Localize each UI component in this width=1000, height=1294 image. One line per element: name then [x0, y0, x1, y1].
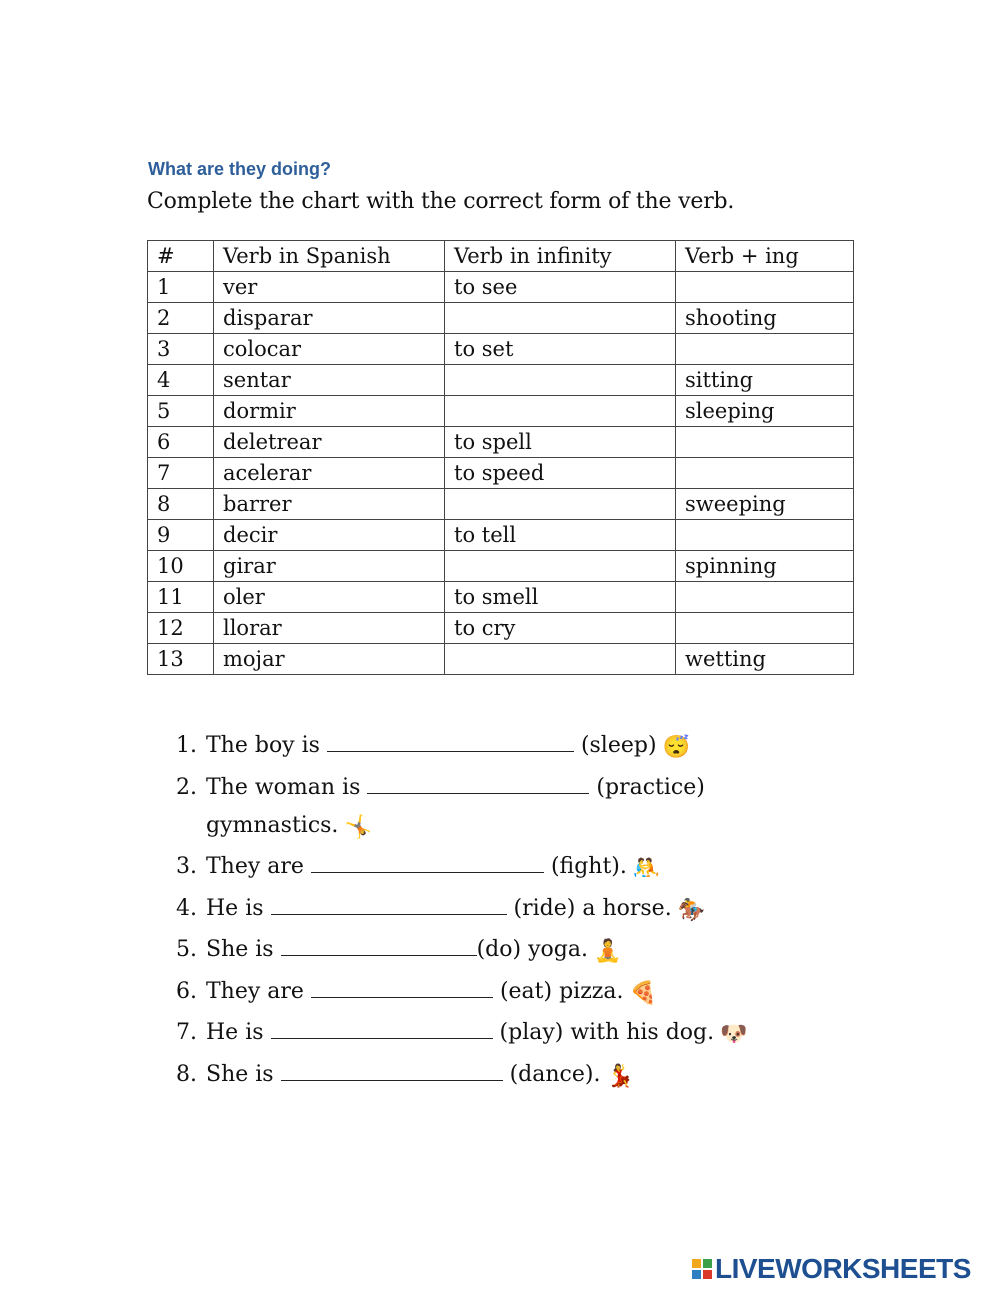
verb-spanish-cell: oler [214, 582, 445, 613]
header-verb-infinity: Verb in infinity [445, 241, 676, 272]
answer-blank[interactable] [311, 977, 493, 998]
sentence-number: 2. [176, 774, 197, 800]
sentence-exercise-list [176, 727, 816, 1097]
list-item [176, 1056, 816, 1096]
table-row [148, 303, 854, 334]
row-number: 1 [148, 272, 214, 303]
row-number: 10 [148, 551, 214, 582]
wrestlers-icon: 🤼 [632, 856, 661, 881]
verb-ing-cell: sweeping [676, 489, 854, 520]
verb-chart-header-row [148, 241, 854, 272]
table-row [148, 427, 854, 458]
dog-face-icon: 🐶 [720, 1022, 748, 1047]
logo-square-4 [703, 1270, 712, 1279]
sentence-subject: They are [206, 854, 304, 879]
yoga-icon: 🧘 [593, 939, 622, 964]
table-row [148, 489, 854, 520]
verb-spanish-cell: acelerar [214, 458, 445, 489]
sentence-subject: They are [206, 978, 304, 1004]
verb-infinity-cell: to smell [445, 582, 676, 613]
header-verb-spanish: Verb in Spanish [214, 241, 445, 272]
sentence-subject: She is [206, 1061, 274, 1087]
logo-square-3 [692, 1270, 701, 1279]
sleeping-face-icon: 😴 [662, 735, 690, 760]
table-row [148, 644, 854, 675]
sentence-number: 5. [176, 937, 197, 962]
verb-ing-cell: wetting [676, 644, 854, 675]
header-number: # [148, 241, 214, 272]
sentence-hint: (sleep) [580, 733, 657, 758]
verb-spanish-cell: dormir [214, 396, 445, 427]
verb-ing-cell[interactable] [676, 520, 854, 551]
verb-spanish-cell: girar [214, 551, 445, 582]
row-number: 9 [148, 520, 214, 551]
answer-blank[interactable] [271, 894, 507, 915]
table-row [148, 582, 854, 613]
verb-infinity-cell: to set [445, 334, 676, 365]
row-number: 6 [148, 427, 214, 458]
list-item [176, 727, 816, 767]
table-row [148, 613, 854, 644]
table-row [148, 272, 854, 303]
instructions-text: Complete the chart with the correct form of the verb. [147, 189, 735, 214]
horse-racing-icon: 🏇 [677, 897, 706, 923]
sentence-number: 3. [176, 854, 197, 879]
verb-ing-cell: shooting [676, 303, 854, 334]
liveworksheets-mark-icon [692, 1259, 712, 1279]
gymnastics-icon: 🤸 [344, 814, 372, 840]
row-number: 3 [148, 334, 214, 365]
sentence-subject: He is [206, 1020, 264, 1045]
list-item [176, 931, 816, 971]
sentence-subject: He is [206, 895, 264, 921]
verb-infinity-cell: to spell [445, 427, 676, 458]
verb-spanish-cell: sentar [214, 365, 445, 396]
verb-spanish-cell: deletrear [214, 427, 445, 458]
logo-square-1 [692, 1259, 701, 1268]
list-item [176, 973, 816, 1013]
pizza-icon: 🍕 [629, 980, 657, 1006]
sentence-continuation-text: gymnastics. [206, 812, 339, 838]
sentence-continuation [206, 807, 816, 847]
row-number: 12 [148, 613, 214, 644]
sentence-number: 7. [176, 1020, 197, 1045]
verb-spanish-cell: decir [214, 520, 445, 551]
sentence-number: 1. [176, 733, 197, 758]
row-number: 11 [148, 582, 214, 613]
sentence-hint: (do) yoga. [476, 937, 588, 962]
sentence-hint: (ride) a horse. [513, 895, 672, 921]
answer-blank[interactable] [327, 731, 574, 752]
verb-spanish-cell: disparar [214, 303, 445, 334]
verb-ing-cell: sleeping [676, 396, 854, 427]
verb-ing-cell: sitting [676, 365, 854, 396]
sentence-subject: The woman is [206, 774, 361, 800]
list-item [176, 1014, 816, 1054]
row-number: 13 [148, 644, 214, 675]
verb-ing-cell: spinning [676, 551, 854, 582]
table-row [148, 458, 854, 489]
row-number: 2 [148, 303, 214, 334]
sentence-hint: (dance). [509, 1061, 601, 1087]
answer-blank[interactable] [281, 1060, 503, 1081]
verb-ing-cell[interactable] [676, 613, 854, 644]
answer-blank[interactable] [311, 852, 544, 873]
verb-spanish-cell: llorar [214, 613, 445, 644]
list-item [176, 890, 816, 930]
sentence-hint: (play) with his dog. [499, 1020, 715, 1045]
sentence-subject: The boy is [206, 733, 320, 758]
verb-infinity-cell[interactable] [445, 489, 676, 520]
sentence-number: 8. [176, 1061, 197, 1087]
table-row [148, 551, 854, 582]
verb-infinity-cell: to see [445, 272, 676, 303]
sentence-subject: She is [206, 937, 274, 962]
answer-blank[interactable] [367, 773, 589, 794]
sentence-hint: (eat) pizza. [499, 978, 624, 1004]
list-item [176, 848, 816, 888]
liveworksheets-logo-text: LIVEWORKSHEETS [715, 1253, 971, 1284]
row-number: 5 [148, 396, 214, 427]
sentence-hint: (fight). [550, 854, 627, 879]
sentence-number: 6. [176, 978, 197, 1004]
verb-infinity-cell: to speed [445, 458, 676, 489]
verb-ing-cell[interactable] [676, 458, 854, 489]
verb-infinity-cell[interactable] [445, 365, 676, 396]
verb-ing-cell[interactable] [676, 427, 854, 458]
verb-ing-cell[interactable] [676, 334, 854, 365]
table-row [148, 520, 854, 551]
verb-infinity-cell[interactable] [445, 551, 676, 582]
verb-infinity-cell[interactable] [445, 303, 676, 334]
verb-ing-cell[interactable] [676, 582, 854, 613]
sentence-hint: (practice) [596, 774, 705, 800]
row-number: 4 [148, 365, 214, 396]
verb-ing-cell[interactable] [676, 272, 854, 303]
table-row [148, 396, 854, 427]
logo-square-2 [703, 1259, 712, 1268]
verb-infinity-cell: to tell [445, 520, 676, 551]
dancer-icon: 💃 [606, 1063, 634, 1089]
verb-spanish-cell: ver [214, 272, 445, 303]
verb-spanish-cell: colocar [214, 334, 445, 365]
verb-infinity-cell[interactable] [445, 396, 676, 427]
header-verb-ing: Verb + ing [676, 241, 854, 272]
row-number: 7 [148, 458, 214, 489]
verb-spanish-cell: mojar [214, 644, 445, 675]
answer-blank[interactable] [271, 1018, 493, 1039]
sentence-number: 4. [176, 895, 197, 921]
verb-infinity-cell: to cry [445, 613, 676, 644]
answer-blank[interactable] [281, 935, 477, 956]
verb-spanish-cell: barrer [214, 489, 445, 520]
table-row [148, 365, 854, 396]
list-item [176, 769, 816, 847]
liveworksheets-logo [692, 1254, 971, 1284]
worksheet-heading: What are they doing? [148, 159, 332, 179]
verb-infinity-cell[interactable] [445, 644, 676, 675]
table-row [148, 334, 854, 365]
verb-chart [147, 240, 854, 675]
row-number: 8 [148, 489, 214, 520]
